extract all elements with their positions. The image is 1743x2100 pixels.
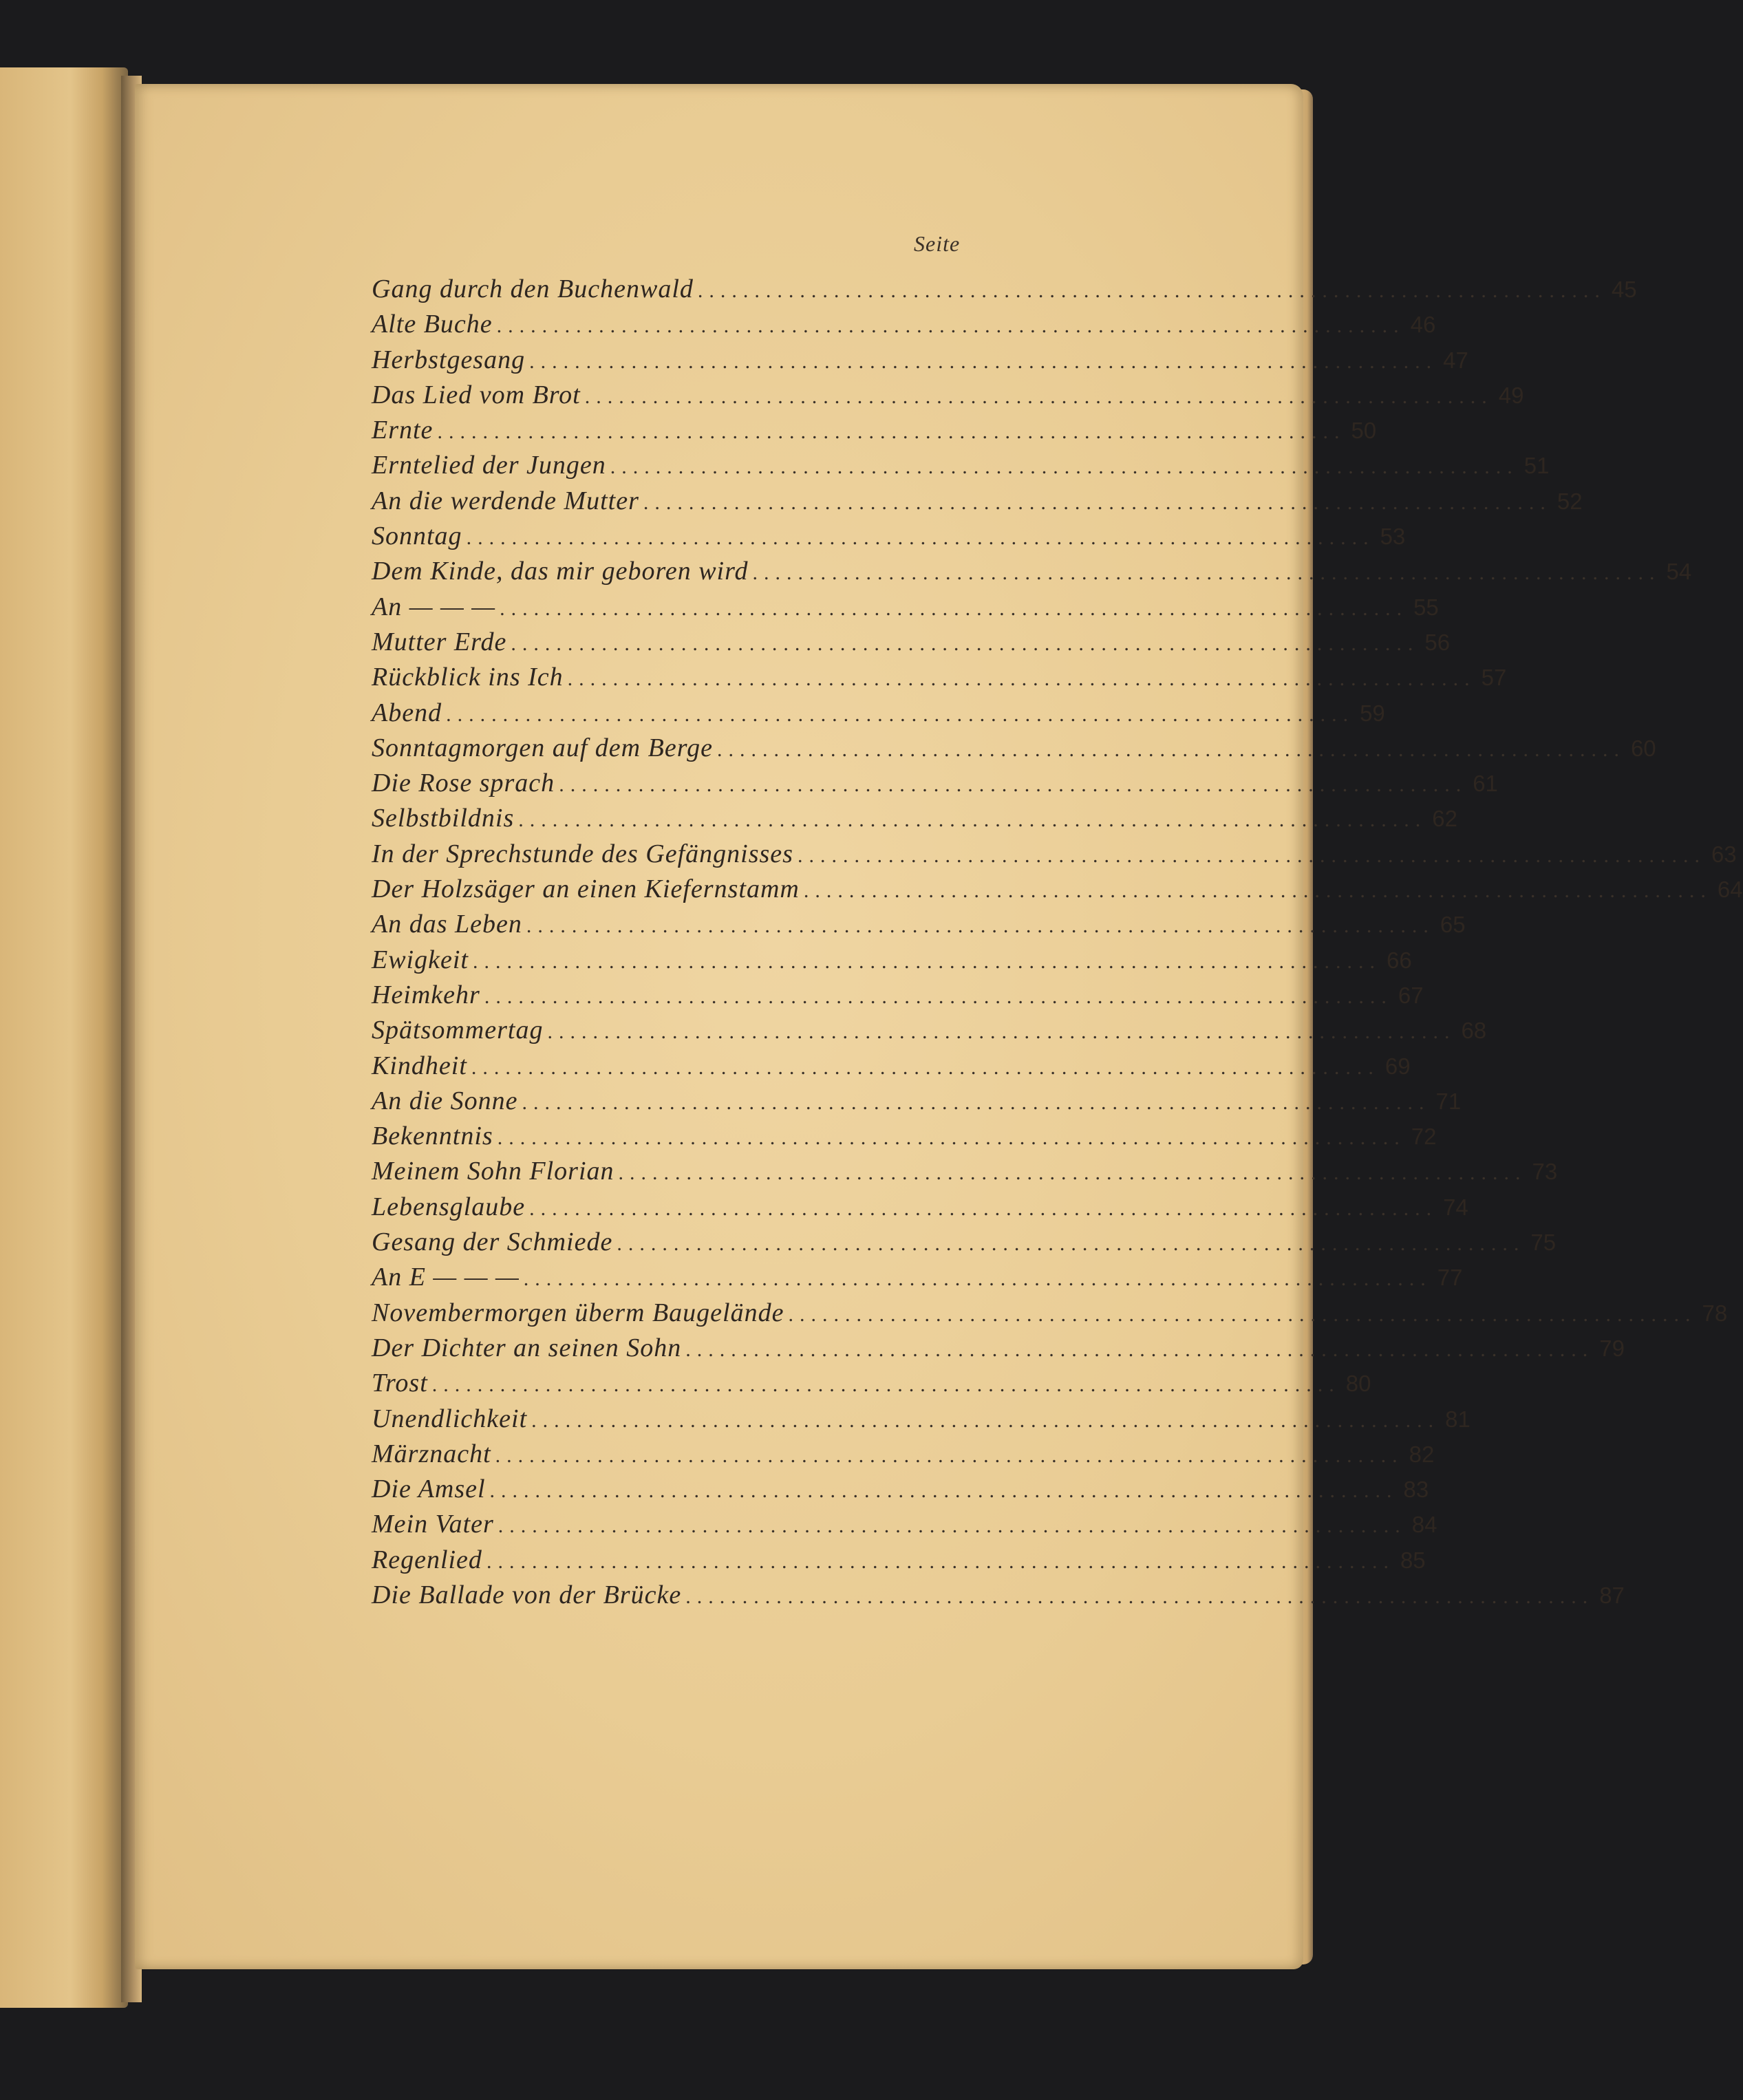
toc-entry-title: Gesang der Schmiede bbox=[372, 1228, 613, 1257]
toc-entry-title: Alte Buche bbox=[372, 310, 493, 339]
page-column-header: Seite bbox=[914, 231, 961, 256]
toc-entry bbox=[372, 1298, 1728, 1333]
toc-entry-page-number: 54 bbox=[1666, 559, 1692, 585]
dot-leader: ................................................................................ bbox=[547, 1020, 1456, 1044]
toc-entry-page-number: 83 bbox=[1403, 1477, 1429, 1503]
toc-entry bbox=[372, 556, 1692, 591]
toc-entry-page-number: 72 bbox=[1411, 1124, 1437, 1150]
toc-entry-page-number: 67 bbox=[1398, 982, 1424, 1008]
dot-leader: ................................................................................ bbox=[529, 350, 1438, 373]
dot-leader: ................................................................................ bbox=[472, 950, 1381, 973]
toc-entry-title: Trost bbox=[372, 1369, 428, 1398]
dot-leader: ................................................................................ bbox=[697, 279, 1606, 302]
toc-entry bbox=[372, 521, 1406, 556]
dot-leader: ................................................................................ bbox=[518, 808, 1427, 832]
toc-entry bbox=[372, 450, 1550, 485]
toc-entry bbox=[372, 1474, 1429, 1509]
toc-entry bbox=[372, 698, 1385, 733]
toc-entry-title: An die Sonne bbox=[372, 1086, 518, 1115]
toc-entry-title: Novembermorgen überm Baugelände bbox=[372, 1298, 784, 1327]
dot-leader: ................................................................................ bbox=[500, 597, 1409, 620]
toc-entry bbox=[372, 1262, 1463, 1297]
toc-entry-title: Gang durch den Buchenwald bbox=[372, 275, 694, 303]
toc-entry-page-number: 73 bbox=[1532, 1159, 1558, 1185]
toc-entry-title: Herbstgesang bbox=[372, 345, 526, 374]
toc-entry bbox=[372, 1545, 1426, 1580]
toc-entry-title: Mutter Erde bbox=[372, 627, 507, 656]
dot-leader: ................................................................................ bbox=[486, 1550, 1395, 1573]
toc-entry bbox=[372, 839, 1737, 874]
toc-entry bbox=[372, 627, 1451, 662]
toc-entry bbox=[372, 1439, 1435, 1474]
toc-entry-page-number: 61 bbox=[1473, 771, 1498, 797]
toc-entry-page-number: 55 bbox=[1413, 594, 1439, 620]
toc-entry-title: Selbstbildnis bbox=[372, 804, 515, 833]
toc-entry-title: Lebensglaube bbox=[372, 1192, 526, 1221]
dot-leader: ................................................................................ bbox=[496, 314, 1405, 338]
toc-entry-page-number: 46 bbox=[1410, 312, 1436, 338]
dot-leader: ................................................................................ bbox=[643, 491, 1552, 514]
toc-entry bbox=[372, 1121, 1437, 1156]
toc-entry bbox=[372, 1404, 1471, 1439]
dot-leader: ................................................................................ bbox=[437, 420, 1346, 444]
dot-leader: ................................................................................ bbox=[788, 1303, 1697, 1326]
dot-leader: ................................................................................ bbox=[466, 526, 1375, 550]
toc-entry bbox=[372, 768, 1498, 803]
toc-entry bbox=[372, 1192, 1468, 1227]
toc-entry bbox=[372, 380, 1524, 415]
dot-leader: ................................................................................ bbox=[471, 1056, 1380, 1079]
toc-entry-page-number: 85 bbox=[1400, 1547, 1426, 1573]
dot-leader: ................................................................................ bbox=[716, 738, 1625, 761]
toc-entry-page-number: 49 bbox=[1498, 382, 1524, 408]
dot-leader: ................................................................................ bbox=[584, 385, 1493, 408]
previous-page-edge bbox=[0, 67, 128, 2008]
toc-entry bbox=[372, 1368, 1371, 1403]
toc-entry-title: Mein Vater bbox=[372, 1510, 494, 1539]
dot-leader: ................................................................................ bbox=[617, 1232, 1526, 1256]
toc-entry-page-number: 84 bbox=[1411, 1512, 1437, 1538]
toc-entry-title: Rückblick ins Ich bbox=[372, 663, 564, 692]
toc-entry-page-number: 79 bbox=[1599, 1335, 1625, 1361]
toc-entry-page-number: 78 bbox=[1702, 1300, 1728, 1326]
toc-entry bbox=[372, 309, 1436, 344]
toc-entry bbox=[372, 945, 1412, 980]
toc-entry-page-number: 66 bbox=[1386, 947, 1412, 973]
toc-entry-page-number: 57 bbox=[1481, 665, 1507, 691]
toc-entry-title: An die werdende Mutter bbox=[372, 486, 639, 515]
dot-leader: ................................................................................ bbox=[489, 1479, 1398, 1503]
dot-leader: ................................................................................ bbox=[522, 1091, 1431, 1114]
toc-entry-title: Erntelied der Jungen bbox=[372, 451, 606, 480]
toc-entry bbox=[372, 1333, 1625, 1368]
toc-entry-title: Abend bbox=[372, 698, 442, 727]
toc-entry bbox=[372, 1509, 1437, 1544]
toc-entry-page-number: 56 bbox=[1424, 629, 1451, 655]
toc-entry-page-number: 51 bbox=[1523, 453, 1550, 479]
toc-entry-page-number: 80 bbox=[1345, 1371, 1371, 1397]
toc-entry-page-number: 74 bbox=[1443, 1194, 1468, 1220]
toc-entry-page-number: 81 bbox=[1445, 1406, 1471, 1432]
toc-entry bbox=[372, 1227, 1557, 1262]
toc-entry-title: Heimkehr bbox=[372, 980, 480, 1009]
toc-entry-page-number: 59 bbox=[1360, 700, 1385, 726]
toc-entry bbox=[372, 909, 1466, 944]
dot-leader: ................................................................................ bbox=[618, 1161, 1527, 1185]
toc-entry-page-number: 69 bbox=[1384, 1053, 1411, 1079]
toc-entry bbox=[372, 415, 1377, 450]
toc-entry-title: Der Dichter an seinen Sohn bbox=[372, 1333, 682, 1362]
toc-entry bbox=[372, 980, 1424, 1015]
dot-leader: ................................................................................ bbox=[495, 1444, 1404, 1467]
toc-entry-title: Spätsommertag bbox=[372, 1016, 544, 1045]
toc-entry-page-number: 87 bbox=[1599, 1582, 1625, 1608]
toc-entry-page-number: 68 bbox=[1461, 1018, 1487, 1044]
toc-entry bbox=[372, 1156, 1558, 1191]
dot-leader: ................................................................................ bbox=[531, 1408, 1440, 1432]
toc-entry-title: Ewigkeit bbox=[372, 945, 469, 974]
toc-entry-title: Der Holzsäger an einen Kiefernstamm bbox=[372, 875, 800, 904]
toc-entry-page-number: 50 bbox=[1351, 418, 1377, 444]
toc-entry bbox=[372, 874, 1743, 909]
toc-entry-title: Die Rose sprach bbox=[372, 769, 555, 798]
toc-entry-title: In der Sprechstunde des Gefängnisses bbox=[372, 839, 793, 868]
toc-entry bbox=[372, 1015, 1487, 1050]
toc-entry-page-number: 71 bbox=[1435, 1088, 1462, 1114]
toc-entry bbox=[372, 1580, 1625, 1615]
dot-leader: ................................................................................ bbox=[685, 1585, 1594, 1608]
toc-entry bbox=[372, 662, 1507, 697]
toc-entry-title: Sonntagmorgen auf dem Berge bbox=[372, 733, 713, 762]
toc-entry-page-number: 45 bbox=[1611, 277, 1637, 302]
toc-entry-title: Das Lied vom Brot bbox=[372, 380, 581, 409]
toc-entry-page-number: 65 bbox=[1440, 912, 1466, 938]
toc-entry-title: Die Amsel bbox=[372, 1475, 486, 1504]
toc-entry bbox=[372, 274, 1637, 309]
dot-leader: ................................................................................ bbox=[685, 1338, 1594, 1361]
toc-entry bbox=[372, 1086, 1462, 1121]
toc-entry-title: Regenlied bbox=[372, 1545, 482, 1574]
dot-leader: ................................................................................ bbox=[797, 844, 1706, 867]
toc-entry bbox=[372, 486, 1583, 521]
toc-entry-page-number: 77 bbox=[1437, 1265, 1463, 1291]
toc-entry bbox=[372, 592, 1439, 627]
dot-leader: ................................................................................ bbox=[484, 985, 1393, 1008]
toc-entry bbox=[372, 345, 1468, 380]
dot-leader: ................................................................................ bbox=[511, 632, 1420, 655]
toc-entry-page-number: 47 bbox=[1443, 347, 1468, 373]
toc-entry-title: Die Ballade von der Brücke bbox=[372, 1580, 682, 1609]
dot-leader: ................................................................................ bbox=[446, 703, 1355, 726]
toc-entry-title: An E — — — bbox=[372, 1263, 520, 1292]
toc-entry-page-number: 60 bbox=[1630, 735, 1656, 761]
toc-entry-title: Dem Kinde, das mir geboren wird bbox=[372, 557, 749, 586]
toc-entry-title: Unendlichkeit bbox=[372, 1404, 528, 1433]
toc-entry-title: Kindheit bbox=[372, 1051, 467, 1080]
toc-entry-title: Meinem Sohn Florian bbox=[372, 1157, 614, 1186]
table-of-contents bbox=[372, 274, 1743, 1615]
toc-entry-title: Sonntag bbox=[372, 522, 462, 551]
toc-entry bbox=[372, 733, 1656, 768]
toc-entry-title: Ernte bbox=[372, 416, 434, 445]
dot-leader: ................................................................................ bbox=[529, 1197, 1438, 1220]
dot-leader: ................................................................................ bbox=[526, 914, 1435, 938]
dot-leader: ................................................................................ bbox=[567, 667, 1476, 691]
dot-leader: ................................................................................ bbox=[610, 456, 1519, 479]
toc-entry-page-number: 63 bbox=[1711, 841, 1737, 867]
toc-entry-page-number: 53 bbox=[1380, 524, 1406, 550]
dot-leader: ................................................................................ bbox=[498, 1514, 1407, 1538]
toc-entry-title: An das Leben bbox=[372, 910, 522, 939]
toc-entry-page-number: 64 bbox=[1717, 877, 1743, 903]
toc-entry-title: Märznacht bbox=[372, 1439, 491, 1468]
toc-entry-title: Bekenntnis bbox=[372, 1122, 493, 1151]
dot-leader: ................................................................................ bbox=[431, 1373, 1340, 1397]
dot-leader: ................................................................................ bbox=[497, 1126, 1406, 1150]
toc-entry-title: An — — — bbox=[372, 592, 496, 621]
dot-leader: ................................................................................ bbox=[752, 561, 1661, 585]
toc-entry bbox=[372, 803, 1457, 838]
dot-leader: ................................................................................ bbox=[523, 1267, 1432, 1291]
toc-entry-page-number: 52 bbox=[1557, 488, 1583, 514]
dot-leader: ................................................................................ bbox=[803, 879, 1712, 903]
toc-entry-page-number: 82 bbox=[1409, 1441, 1435, 1467]
toc-entry-page-number: 62 bbox=[1432, 806, 1457, 832]
toc-entry bbox=[372, 1051, 1411, 1086]
toc-entry-page-number: 75 bbox=[1530, 1230, 1557, 1256]
dot-leader: ................................................................................ bbox=[559, 773, 1468, 797]
